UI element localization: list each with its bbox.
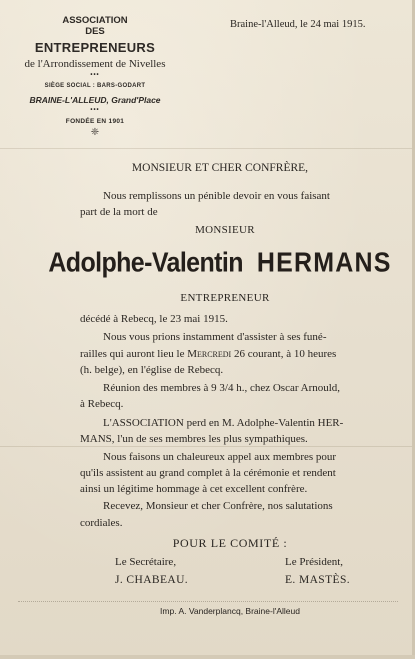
paper-fold-line bbox=[0, 148, 415, 149]
deceased-date-line: décédé à Rebecq, le 23 mai 1915. bbox=[80, 313, 228, 325]
appeal-line: qu'ils assistent au grand complet à la cérémonie et rendent bbox=[80, 467, 336, 479]
deceased-name bbox=[40, 247, 400, 279]
committee-heading: POUR LE COMITÉ : bbox=[172, 536, 288, 550]
meeting-line: à Rebecq. bbox=[80, 398, 124, 410]
paper-edge bbox=[0, 655, 415, 659]
closing-line: cordiales. bbox=[80, 517, 123, 529]
deceased-title: MONSIEUR bbox=[195, 224, 255, 236]
letterhead-line: ASSOCIATION bbox=[62, 15, 128, 26]
letterhead-siege: SIÈGE SOCIAL : BARS-GODART bbox=[44, 83, 146, 89]
president-title: Le Président, bbox=[285, 556, 344, 568]
association-tribute-line: MANS, l'un de ses membres les plus sympathiques. bbox=[80, 433, 308, 445]
printer-imprint: Imp. A. Vanderplancq, Braine-l'Alleud bbox=[160, 606, 300, 616]
letterhead-address: BRAINE-L'ALLEUD, Grand'Place bbox=[29, 95, 161, 105]
printer-divider bbox=[18, 601, 398, 602]
letterhead-region: de l'Arrondissement de Nivelles bbox=[24, 58, 166, 70]
deceased-first-name: Adolphe-Valentin bbox=[48, 247, 243, 279]
ornament-dots: ••• bbox=[90, 72, 100, 78]
text-fragment: 26 courant, à 10 heures bbox=[231, 348, 337, 360]
salutation: MONSIEUR ET CHER CONFRÈRE, bbox=[131, 162, 309, 174]
closing-line: Recevez, Monsieur et cher Confrère, nos salutations bbox=[103, 500, 333, 512]
deceased-last-name: HERMANS bbox=[256, 247, 392, 279]
funeral-invitation-line bbox=[80, 348, 336, 360]
intro-line: part de la mort de bbox=[80, 206, 158, 218]
appeal-line: Nous faisons un chaleureux appel aux membres pour bbox=[103, 451, 337, 463]
text-fragment: railles qui auront lieu le bbox=[80, 348, 188, 360]
paper-fold-line bbox=[0, 446, 415, 447]
intro-line: Nous remplissons un pénible devoir en vous faisant bbox=[103, 190, 330, 202]
funeral-invitation-line: (h. belge), en l'église de Rebecq. bbox=[80, 364, 224, 376]
funeral-day: Mercredi bbox=[187, 348, 232, 360]
letterhead-association-name: ENTREPRENEURS bbox=[34, 40, 156, 55]
date-line: Braine-l'Alleud, le 24 mai 1915. bbox=[230, 19, 366, 30]
appeal-line: ainsi un légitime hommage à cet excellent confrère. bbox=[80, 483, 308, 495]
funeral-invitation-line: Nous vous prions instamment d'assister à ses funé- bbox=[103, 331, 327, 343]
association-tribute-line: L'ASSOCIATION perd en M. Adolphe-Valentin HER- bbox=[103, 417, 344, 429]
deceased-profession: ENTREPRENEUR bbox=[180, 292, 270, 304]
secretary-title: Le Secrétaire, bbox=[115, 556, 177, 568]
meeting-line: Réunion des membres à 9 3/4 h., chez Oscar Arnould, bbox=[103, 382, 341, 394]
letterhead-association-label bbox=[40, 15, 150, 37]
letterhead-founded: FONDÉE EN 1901 bbox=[65, 118, 125, 125]
flower-ornament-icon: ❈ bbox=[90, 127, 100, 138]
president-name: E. MASTÈS. bbox=[285, 574, 351, 586]
letterhead-line: DES bbox=[85, 26, 105, 37]
ornament-dots: ••• bbox=[90, 107, 100, 113]
secretary-name: J. CHABEAU. bbox=[115, 574, 189, 586]
